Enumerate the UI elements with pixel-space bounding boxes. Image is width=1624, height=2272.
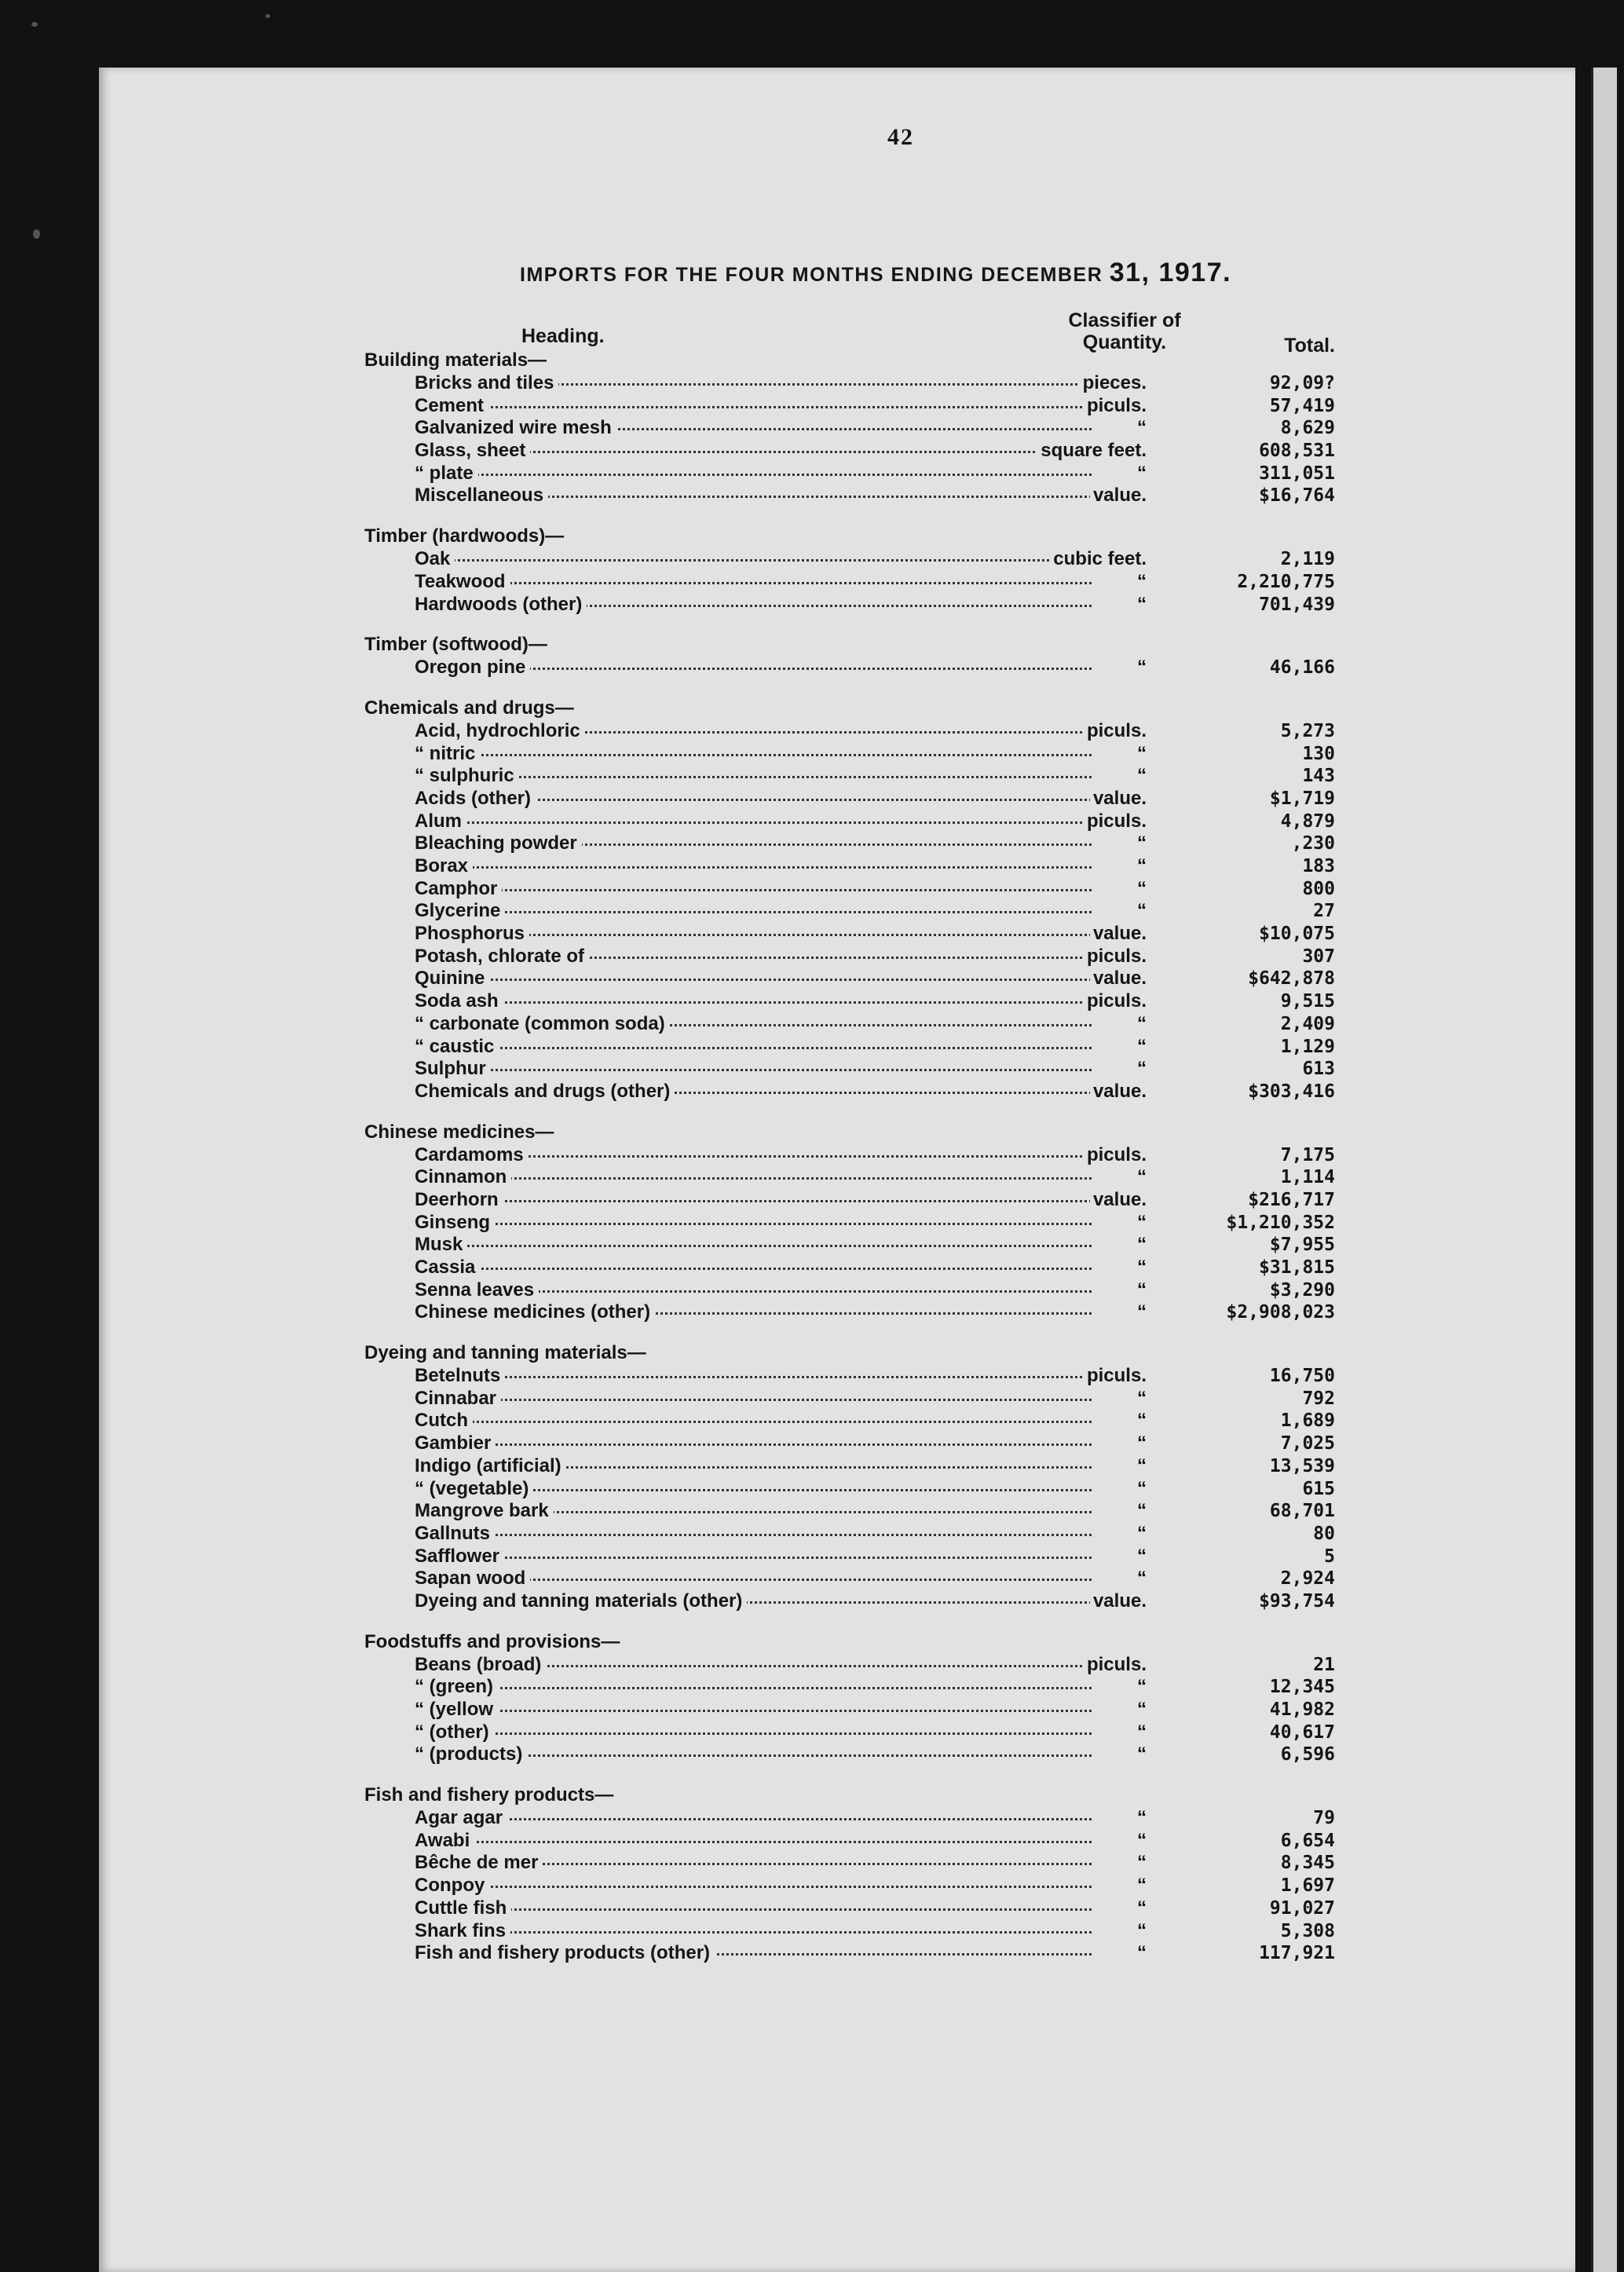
table-row xyxy=(346,1654,1351,1677)
table-row xyxy=(346,1830,1351,1853)
table-row xyxy=(346,1523,1351,1546)
table-row xyxy=(346,1388,1351,1410)
item-unit: “ xyxy=(1134,1942,1147,1965)
table-row xyxy=(346,946,1351,968)
table-row xyxy=(346,1546,1351,1568)
item-name: Cuttle fish xyxy=(415,1897,511,1920)
table-row xyxy=(346,440,1351,463)
page-title xyxy=(520,258,1231,288)
dot-leader xyxy=(415,821,1092,824)
item-name: Cutch xyxy=(415,1410,473,1432)
item-unit: “ xyxy=(1134,1013,1147,1036)
table-row xyxy=(346,1036,1351,1059)
item-total: 1,689 xyxy=(1280,1410,1335,1432)
item-unit: piculs. xyxy=(1084,720,1147,743)
item-name: “ sulphuric xyxy=(415,765,519,788)
item-unit: “ xyxy=(1134,1478,1147,1501)
item-name: “ caustic xyxy=(415,1036,499,1059)
item-name: Chemicals and drugs (other) xyxy=(415,1081,675,1103)
item-unit: “ xyxy=(1134,1500,1147,1523)
item-total: 2,409 xyxy=(1280,1013,1335,1034)
column-header-classifier: Classifier of Quantity. xyxy=(1068,309,1181,353)
table-row xyxy=(346,1365,1351,1388)
item-name: Sapan wood xyxy=(415,1568,530,1590)
page-number: 42 xyxy=(887,124,914,150)
item-total: $10,075 xyxy=(1259,924,1335,945)
table-row xyxy=(346,1942,1351,1965)
scan-speck xyxy=(33,229,40,239)
item-name: Musk xyxy=(415,1234,467,1257)
item-unit: “ xyxy=(1134,1212,1147,1235)
item-total: ,230 xyxy=(1291,833,1335,854)
item-total: 792 xyxy=(1302,1388,1335,1409)
item-name: “ (green) xyxy=(415,1676,498,1699)
item-total: 8,629 xyxy=(1280,418,1335,439)
item-name: Glycerine xyxy=(415,900,505,923)
page-edge xyxy=(1591,68,1617,2272)
table-row xyxy=(346,1189,1351,1212)
item-total: 130 xyxy=(1302,743,1335,764)
table-row xyxy=(346,1807,1351,1830)
item-total: 9,515 xyxy=(1280,991,1335,1012)
item-total: 4,879 xyxy=(1280,810,1335,832)
table-row xyxy=(346,1500,1351,1523)
item-unit: “ xyxy=(1134,657,1147,679)
item-unit: piculs. xyxy=(1084,1144,1147,1167)
item-unit: value. xyxy=(1090,1081,1147,1103)
dot-leader xyxy=(415,889,1092,891)
table-row xyxy=(346,1852,1351,1875)
item-total: 7,025 xyxy=(1280,1433,1335,1454)
item-total: 311,051 xyxy=(1259,463,1335,484)
item-total: 91,027 xyxy=(1269,1897,1335,1919)
item-name: Indigo (artificial) xyxy=(415,1455,566,1478)
item-total: 1,697 xyxy=(1280,1875,1335,1897)
dot-leader xyxy=(415,406,1092,408)
dot-leader xyxy=(415,1841,1092,1843)
item-name: “ (products) xyxy=(415,1743,527,1766)
item-name: Alum xyxy=(415,810,466,833)
item-total: 8,345 xyxy=(1280,1853,1335,1874)
item-total: 13,539 xyxy=(1269,1455,1335,1476)
section xyxy=(346,349,1351,507)
item-name: “ (vegetable) xyxy=(415,1478,533,1501)
item-name: Glass, sheet xyxy=(415,440,530,463)
table-row xyxy=(346,571,1351,594)
table-row xyxy=(346,788,1351,810)
table-row xyxy=(346,657,1351,679)
item-total: 16,750 xyxy=(1269,1366,1335,1387)
item-name: Dyeing and tanning materials (other) xyxy=(415,1590,747,1613)
item-total: 2,119 xyxy=(1280,549,1335,570)
item-name: Ginseng xyxy=(415,1212,495,1235)
item-name: Camphor xyxy=(415,878,502,901)
item-total: 2,924 xyxy=(1280,1568,1335,1590)
dot-leader xyxy=(415,1818,1092,1820)
item-unit: “ xyxy=(1134,743,1147,766)
item-total: 68,701 xyxy=(1269,1501,1335,1522)
table-row xyxy=(346,1568,1351,1590)
section xyxy=(346,633,1351,679)
table-row xyxy=(346,923,1351,946)
item-name: Senna leaves xyxy=(415,1279,539,1302)
table-row xyxy=(346,1897,1351,1920)
item-unit: “ xyxy=(1134,765,1147,788)
item-unit: “ xyxy=(1134,1388,1147,1410)
table-row xyxy=(346,1478,1351,1501)
table-row xyxy=(346,548,1351,571)
item-name: Potash, chlorate of xyxy=(415,946,589,968)
table-row xyxy=(346,1743,1351,1766)
item-total: 92,09? xyxy=(1269,373,1335,393)
item-name: Fish and fishery products (other) xyxy=(415,1942,715,1965)
item-name: Soda ash xyxy=(415,990,503,1013)
item-total: 5 xyxy=(1324,1546,1335,1567)
item-unit: piculs. xyxy=(1084,946,1147,968)
item-total: $216,717 xyxy=(1248,1189,1335,1210)
table-row xyxy=(346,878,1351,901)
item-total: 1,114 xyxy=(1280,1167,1335,1188)
item-unit: “ xyxy=(1134,855,1147,878)
item-total: $1,719 xyxy=(1269,788,1335,809)
item-name: Beans (broad) xyxy=(415,1654,546,1677)
item-unit: value. xyxy=(1090,1590,1147,1613)
table-row xyxy=(346,1432,1351,1455)
dot-leader xyxy=(415,754,1092,756)
dot-leader xyxy=(415,1421,1092,1423)
item-name: Cinnabar xyxy=(415,1388,501,1410)
item-unit: “ xyxy=(1134,1523,1147,1546)
table-row xyxy=(346,1234,1351,1257)
item-total: 5,273 xyxy=(1280,720,1335,741)
table-row xyxy=(346,1144,1351,1167)
table-row xyxy=(346,900,1351,923)
dot-leader xyxy=(415,1710,1092,1712)
dot-leader xyxy=(415,1732,1092,1735)
section xyxy=(346,525,1351,616)
item-unit: “ xyxy=(1134,1410,1147,1432)
dot-leader xyxy=(415,559,1092,562)
item-total: 7,175 xyxy=(1280,1144,1335,1165)
dot-leader xyxy=(415,1001,1092,1004)
section-title: Dyeing and tanning materials— xyxy=(364,1342,646,1364)
item-name: Phosphorus xyxy=(415,923,529,946)
item-unit: “ xyxy=(1134,1546,1147,1568)
item-total: 6,596 xyxy=(1280,1744,1335,1765)
item-name: Hardwoods (other) xyxy=(415,594,587,616)
table-row xyxy=(346,1212,1351,1235)
item-unit: “ xyxy=(1134,1301,1147,1324)
item-name: Quinine xyxy=(415,968,489,990)
item-name: Conpoy xyxy=(415,1875,489,1897)
item-name: Mangrove bark xyxy=(415,1500,554,1523)
item-total: 307 xyxy=(1302,946,1335,967)
dot-leader xyxy=(415,1534,1092,1536)
item-unit: “ xyxy=(1134,1699,1147,1721)
table-row xyxy=(346,417,1351,440)
item-unit: “ xyxy=(1134,463,1147,485)
item-name: Cardamoms xyxy=(415,1144,529,1167)
table-row xyxy=(346,1699,1351,1721)
item-total: $7,955 xyxy=(1269,1235,1335,1256)
table-row xyxy=(346,1081,1351,1103)
item-unit: piculs. xyxy=(1084,1365,1147,1388)
table-row xyxy=(346,1166,1351,1189)
dot-leader xyxy=(415,582,1092,584)
item-name: Miscellaneous xyxy=(415,485,548,507)
table-row xyxy=(346,810,1351,833)
item-name: Awabi xyxy=(415,1830,474,1853)
item-total: 613 xyxy=(1302,1059,1335,1080)
item-unit: “ xyxy=(1134,1920,1147,1943)
column-header-total: Total. xyxy=(1284,335,1335,357)
item-unit: “ xyxy=(1134,1257,1147,1279)
item-name: “ carbonate (common soda) xyxy=(415,1013,670,1036)
item-unit: “ xyxy=(1134,1852,1147,1875)
item-total: 2,210,775 xyxy=(1237,571,1335,592)
item-name: Agar agar xyxy=(415,1807,507,1830)
table-row xyxy=(346,1455,1351,1478)
item-unit: value. xyxy=(1090,923,1147,946)
item-total: 6,654 xyxy=(1280,1830,1335,1851)
table-row xyxy=(346,968,1351,990)
section-title: Timber (softwood)— xyxy=(364,634,547,656)
item-unit: pieces. xyxy=(1080,372,1147,395)
table-row xyxy=(346,485,1351,507)
item-name: Gambier xyxy=(415,1432,496,1455)
item-total: $16,764 xyxy=(1259,485,1335,507)
item-unit: cubic feet. xyxy=(1050,548,1147,571)
item-unit: piculs. xyxy=(1084,810,1147,833)
item-unit: “ xyxy=(1134,900,1147,923)
item-total: 143 xyxy=(1302,766,1335,787)
section-title: Foodstuffs and provisions— xyxy=(364,1630,620,1652)
item-name: Acids (other) xyxy=(415,788,536,810)
column-header-heading: Heading. xyxy=(521,325,605,347)
item-unit: “ xyxy=(1134,1432,1147,1455)
item-total: 46,166 xyxy=(1269,657,1335,679)
item-unit: “ xyxy=(1134,878,1147,901)
section-title: Building materials— xyxy=(364,349,547,371)
item-unit: “ xyxy=(1134,1743,1147,1766)
item-name: Gallnuts xyxy=(415,1523,495,1546)
table-row xyxy=(346,743,1351,766)
item-name: Deerhorn xyxy=(415,1189,503,1212)
item-name: Betelnuts xyxy=(415,1365,505,1388)
dot-leader xyxy=(415,1223,1092,1225)
table-row xyxy=(346,832,1351,855)
item-name: Bêche de mer xyxy=(415,1852,543,1875)
item-name: Teakwood xyxy=(415,571,510,594)
item-unit: “ xyxy=(1134,1721,1147,1744)
title-year: 31, 1917. xyxy=(1109,258,1232,287)
title-text: IMPORTS FOR THE FOUR MONTHS ENDING DECEMBER xyxy=(520,264,1103,286)
item-total: $303,416 xyxy=(1248,1081,1335,1102)
item-name: Acid, hydrochloric xyxy=(415,720,585,743)
item-unit: “ xyxy=(1134,1875,1147,1897)
item-unit: value. xyxy=(1090,1189,1147,1212)
item-unit: “ xyxy=(1134,832,1147,855)
item-name: Oak xyxy=(415,548,455,571)
table-row xyxy=(346,1676,1351,1699)
item-total: $2,908,023 xyxy=(1226,1302,1335,1323)
table-row xyxy=(346,594,1351,616)
item-name: “ (other) xyxy=(415,1721,494,1744)
dot-leader xyxy=(415,1399,1092,1401)
item-name: Cement xyxy=(415,395,488,418)
item-name: Galvanized wire mesh xyxy=(415,417,616,440)
item-name: Borax xyxy=(415,855,473,878)
dot-leader xyxy=(415,1443,1092,1446)
item-unit: piculs. xyxy=(1084,1654,1147,1677)
item-total: 80 xyxy=(1313,1523,1335,1544)
item-total: $3,290 xyxy=(1269,1279,1335,1301)
item-total: 701,439 xyxy=(1259,594,1335,615)
item-unit: “ xyxy=(1134,1234,1147,1257)
item-unit: “ xyxy=(1134,1830,1147,1853)
section-title: Chemicals and drugs— xyxy=(364,697,574,719)
dot-leader xyxy=(415,1069,1092,1071)
item-name: Bricks and tiles xyxy=(415,372,558,395)
scan-speck xyxy=(265,14,270,18)
item-total: 40,617 xyxy=(1269,1721,1335,1743)
item-unit: “ xyxy=(1134,571,1147,594)
table-row xyxy=(346,1875,1351,1897)
table-row xyxy=(346,1410,1351,1432)
dot-leader xyxy=(415,911,1092,913)
table-row xyxy=(346,855,1351,878)
dot-leader xyxy=(415,1245,1092,1247)
item-unit: value. xyxy=(1090,485,1147,507)
item-total: 1,129 xyxy=(1280,1036,1335,1057)
item-unit: piculs. xyxy=(1084,395,1147,418)
item-total: 5,308 xyxy=(1280,1920,1335,1941)
item-total: $93,754 xyxy=(1259,1590,1335,1612)
item-total: 41,982 xyxy=(1269,1699,1335,1720)
table-row xyxy=(346,1920,1351,1943)
item-total: $1,210,352 xyxy=(1226,1212,1335,1233)
table-row xyxy=(346,372,1351,395)
table-row xyxy=(346,765,1351,788)
section-title: Fish and fishery products— xyxy=(364,1784,614,1806)
item-unit: piculs. xyxy=(1084,990,1147,1013)
table-row xyxy=(346,1058,1351,1081)
item-name: Chinese medicines (other) xyxy=(415,1301,655,1324)
item-unit: value. xyxy=(1090,968,1147,990)
table-row xyxy=(346,395,1351,418)
item-total: 800 xyxy=(1302,878,1335,899)
item-unit: “ xyxy=(1134,1455,1147,1478)
item-total: $642,878 xyxy=(1248,968,1335,990)
item-unit: “ xyxy=(1134,1279,1147,1302)
item-unit: “ xyxy=(1134,1676,1147,1699)
scan-speck xyxy=(31,22,38,27)
dot-leader xyxy=(415,1687,1092,1689)
imports-table xyxy=(346,349,1351,1982)
section xyxy=(346,1784,1351,1965)
item-total: $31,815 xyxy=(1259,1257,1335,1278)
dot-leader xyxy=(415,1931,1092,1934)
dot-leader xyxy=(415,866,1092,869)
item-total: 117,921 xyxy=(1259,1943,1335,1964)
item-name: “ nitric xyxy=(415,743,480,766)
item-total: 21 xyxy=(1313,1654,1335,1675)
item-unit: “ xyxy=(1134,1897,1147,1920)
item-unit: “ xyxy=(1134,594,1147,616)
item-unit: “ xyxy=(1134,1166,1147,1189)
table-row xyxy=(346,1590,1351,1613)
item-unit: “ xyxy=(1134,1058,1147,1081)
item-unit: “ xyxy=(1134,1568,1147,1590)
table-row xyxy=(346,1279,1351,1302)
section xyxy=(346,1630,1351,1766)
item-unit: “ xyxy=(1134,417,1147,440)
item-total: 183 xyxy=(1302,856,1335,876)
dot-leader xyxy=(415,1886,1092,1888)
section xyxy=(346,697,1351,1103)
dot-leader xyxy=(415,1200,1092,1202)
item-total: 608,531 xyxy=(1259,441,1335,462)
item-total: 79 xyxy=(1313,1808,1335,1829)
item-unit: square feet. xyxy=(1037,440,1147,463)
table-row xyxy=(346,1301,1351,1324)
item-unit: “ xyxy=(1134,1036,1147,1059)
table-row xyxy=(346,990,1351,1013)
item-name: Oregon pine xyxy=(415,657,530,679)
item-total: 12,345 xyxy=(1269,1677,1335,1698)
item-unit: “ xyxy=(1134,1807,1147,1830)
item-total: 27 xyxy=(1313,901,1335,922)
dot-leader xyxy=(415,979,1092,981)
item-name: “ plate xyxy=(415,463,478,485)
table-row xyxy=(346,720,1351,743)
item-name: Bleaching powder xyxy=(415,832,582,855)
table-row xyxy=(346,1257,1351,1279)
section-title: Timber (hardwoods)— xyxy=(364,525,565,547)
section xyxy=(346,1341,1351,1613)
dot-leader xyxy=(415,474,1092,476)
item-name: Cassia xyxy=(415,1257,480,1279)
table-row xyxy=(346,1721,1351,1744)
item-name: Shark fins xyxy=(415,1920,510,1943)
item-name: Sulphur xyxy=(415,1058,491,1081)
item-total: 615 xyxy=(1302,1478,1335,1499)
table-row xyxy=(346,1013,1351,1036)
item-name: Cinnamon xyxy=(415,1166,511,1189)
item-total: 57,419 xyxy=(1269,395,1335,416)
dot-leader xyxy=(415,1268,1092,1270)
section-title: Chinese medicines— xyxy=(364,1121,554,1143)
table-row xyxy=(346,463,1351,485)
dot-leader xyxy=(415,1047,1092,1049)
dot-leader xyxy=(415,1177,1092,1180)
section xyxy=(346,1121,1351,1325)
dot-leader xyxy=(415,1908,1092,1911)
item-name: Safflower xyxy=(415,1546,504,1568)
item-unit: value. xyxy=(1090,788,1147,810)
item-name: “ (yellow xyxy=(415,1699,498,1721)
dot-leader xyxy=(415,1557,1092,1559)
dot-leader xyxy=(415,1376,1092,1378)
